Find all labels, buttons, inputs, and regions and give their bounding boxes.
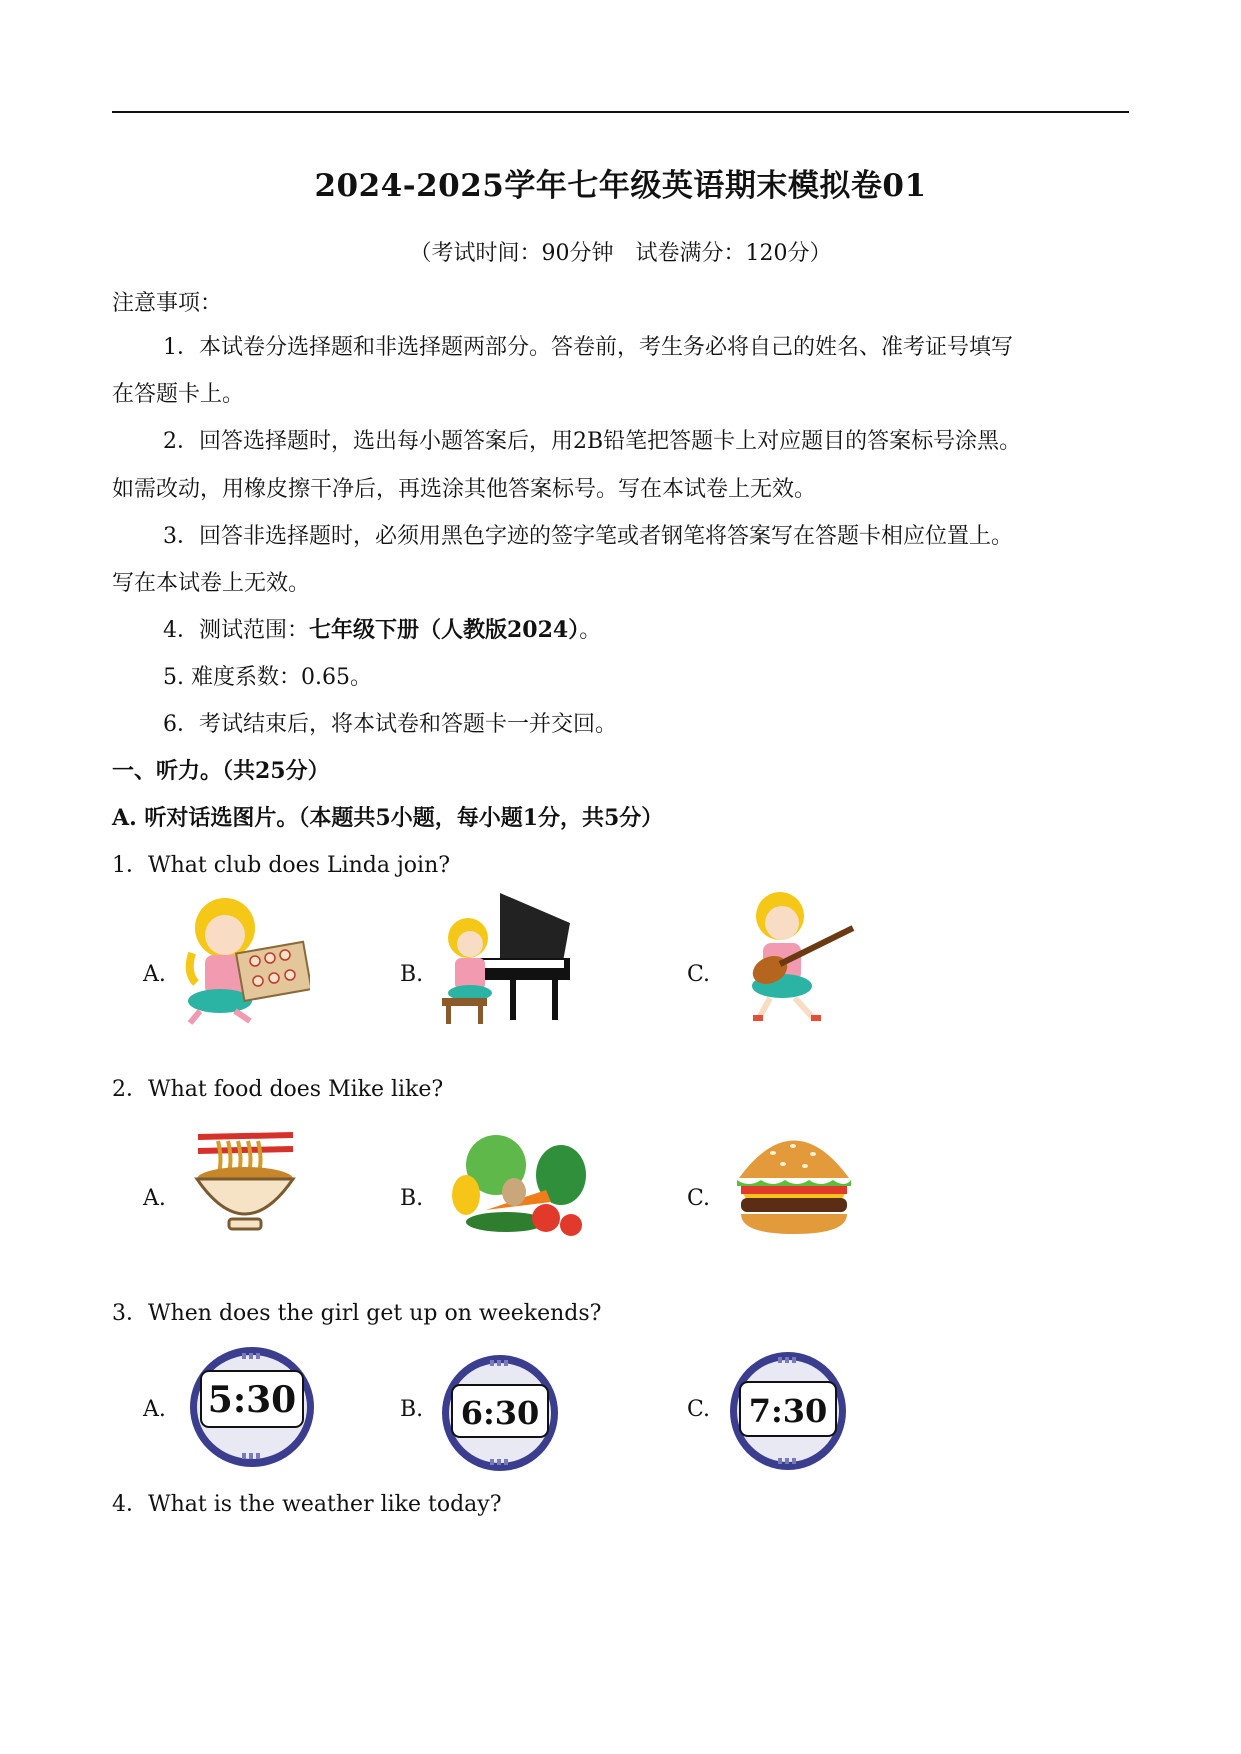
- q3-option-c-label[interactable]: C.: [687, 1397, 711, 1422]
- clock-time-a: 5:30: [207, 1379, 297, 1421]
- notice-item-2a: 2．回答选择题时，选出每小题答案后，用2B铅笔把答题卡上对应题目的答案标号涂黑。: [163, 429, 1022, 454]
- q2-option-b-label[interactable]: B.: [400, 1186, 424, 1211]
- q3-option-a-label[interactable]: A.: [143, 1397, 166, 1422]
- notice-item-5: 5. 难度系数：0.65。: [163, 665, 372, 690]
- notice-heading: 注意事项：: [112, 291, 223, 316]
- q2-option-a-label[interactable]: A.: [143, 1186, 166, 1211]
- question-2-text: 2．What food does Mike like?: [112, 1077, 444, 1102]
- vegetables-icon[interactable]: [446, 1130, 591, 1240]
- part-a-heading: A. 听对话选图片。（本题共5小题，每小题1分，共5分）: [112, 805, 664, 831]
- q1-option-c-label[interactable]: C.: [687, 962, 711, 987]
- notice-item-4: [163, 613, 601, 644]
- notice-item-4-suffix: 。: [579, 618, 602, 643]
- piano-girl-icon[interactable]: [440, 888, 580, 1028]
- guitar-girl-icon[interactable]: [725, 888, 865, 1028]
- clock-time-b: 6:30: [460, 1394, 540, 1432]
- notice-item-2b: 如需改动，用橡皮擦干净后，再选涂其他答案标号。写在本试卷上无效。: [112, 477, 817, 502]
- notice-item-3a: 3．回答非选择题时，必须用黑色字迹的签字笔或者钢笔将答案写在答题卡相应位置上。: [163, 524, 1013, 549]
- notice-item-1a: 1．本试卷分选择题和非选择题两部分。答卷前，考生务必将自己的姓名、准考证号填写: [163, 335, 1013, 360]
- notice-item-6: 6．考试结束后，将本试卷和答题卡一并交回。: [163, 712, 617, 737]
- exam-title: 2024-2025学年七年级英语期末模拟卷01: [314, 168, 927, 204]
- notice-item-4-prefix: 4．测试范围：: [163, 618, 309, 643]
- question-3-text: 3．When does the girl get up on weekends?: [112, 1301, 602, 1326]
- notice-item-3b: 写在本试卷上无效。: [112, 571, 311, 596]
- clock-630-icon[interactable]: [440, 1353, 560, 1473]
- clock-730-icon[interactable]: [728, 1350, 848, 1472]
- q3-option-b-label[interactable]: B.: [400, 1397, 424, 1422]
- hamburger-icon[interactable]: [733, 1128, 855, 1238]
- q1-option-b-label[interactable]: B.: [400, 962, 424, 987]
- notice-item-1b: 在答题卡上。: [112, 382, 245, 407]
- q1-option-a-label[interactable]: A.: [143, 962, 166, 987]
- q2-option-c-label[interactable]: C.: [687, 1186, 711, 1211]
- question-4-text: 4．What is the weather like today?: [112, 1492, 502, 1517]
- section-listening-heading: 一、听力。（共25分）: [112, 758, 330, 784]
- question-1-text: 1．What club does Linda join?: [112, 853, 451, 878]
- clock-530-icon[interactable]: [187, 1345, 317, 1470]
- clock-time-c: 7:30: [748, 1392, 828, 1430]
- notice-item-4-scope: 七年级下册（人教版2024）: [309, 617, 580, 643]
- exam-subtitle: （考试时间：90分钟 试卷满分：120分）: [409, 241, 832, 266]
- chess-girl-icon[interactable]: [170, 893, 310, 1028]
- top-rule: [112, 111, 1129, 113]
- noodles-bowl-icon[interactable]: [193, 1127, 298, 1237]
